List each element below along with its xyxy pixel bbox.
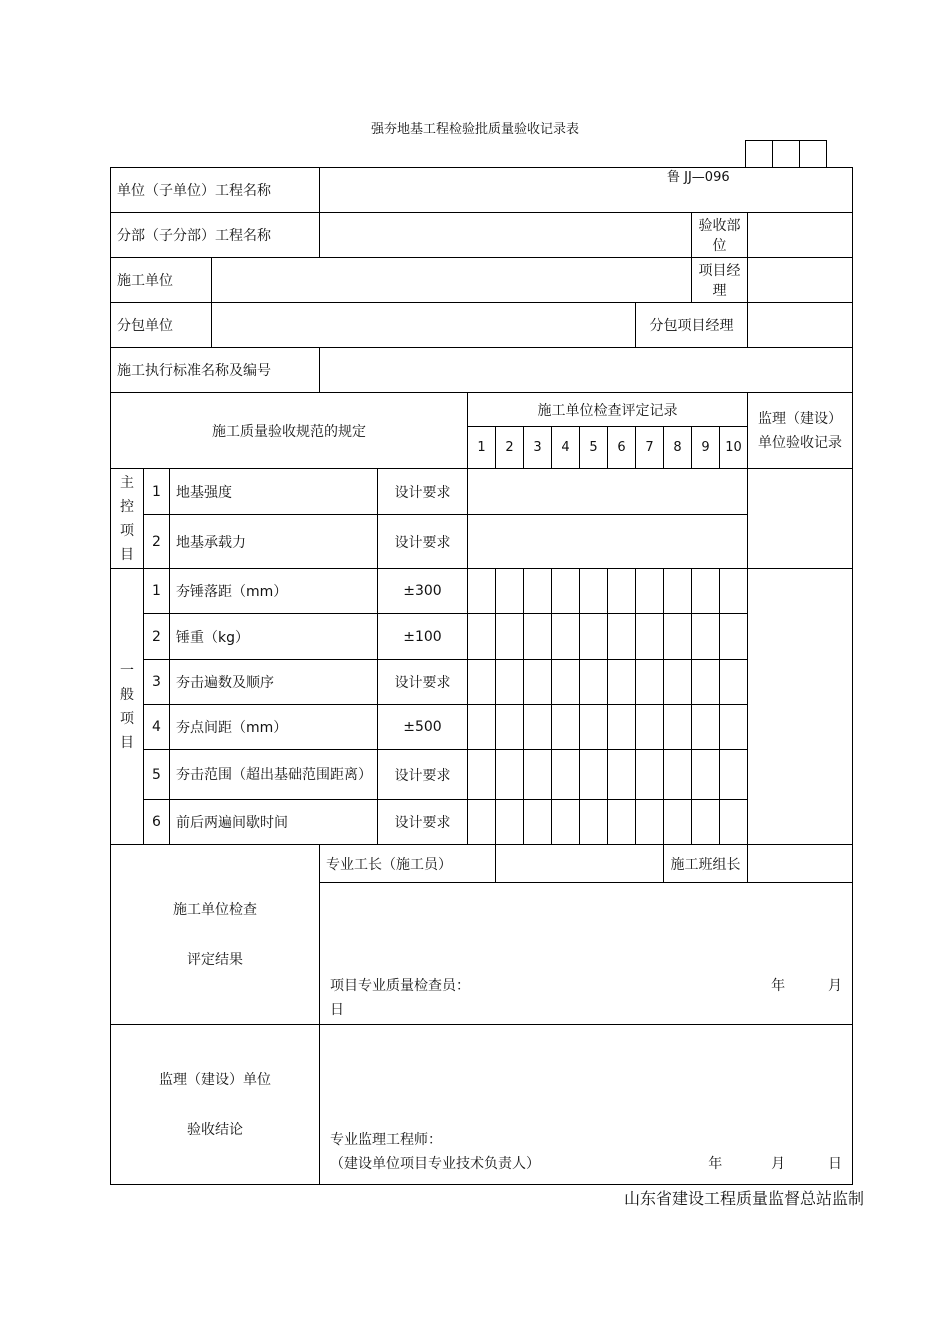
day-label: 日	[330, 1002, 344, 1018]
check-cell[interactable]	[468, 705, 496, 750]
check-cell[interactable]	[636, 569, 664, 614]
check-number-8: 8	[664, 427, 692, 469]
general-item-requirement: 设计要求	[378, 750, 468, 800]
check-cell[interactable]	[552, 569, 580, 614]
check-cell[interactable]	[608, 750, 636, 800]
check-cell[interactable]	[720, 569, 748, 614]
month-label: 月	[771, 1156, 786, 1172]
check-cell[interactable]	[580, 614, 608, 660]
project-name-label: 单位（子单位）工程名称	[111, 168, 320, 213]
check-cell[interactable]	[524, 569, 552, 614]
check-cell[interactable]	[720, 660, 748, 705]
spec-header: 施工质量验收规范的规定	[111, 393, 468, 469]
code-box-1[interactable]	[745, 140, 773, 168]
supervisor-conclusion-field[interactable]	[320, 1025, 853, 1185]
general-item-row	[111, 614, 853, 660]
team-leader-label: 施工班组长	[664, 845, 748, 883]
foreman-label: 专业工长（施工员）	[320, 845, 496, 883]
main-item-no: 2	[144, 515, 170, 569]
general-item-no: 6	[144, 800, 170, 845]
check-number-1: 1	[468, 427, 496, 469]
supervisor-conclusion-label-line1: 监理（建设）单位	[159, 1071, 271, 1088]
check-cell[interactable]	[720, 705, 748, 750]
general-item-requirement: ±100	[378, 614, 468, 660]
supervisor-conclusion-label-line2: 验收结论	[187, 1121, 243, 1138]
check-cell[interactable]	[608, 705, 636, 750]
general-item-row	[111, 800, 853, 845]
general-item-name: 前后两遍间歇时间	[170, 800, 378, 845]
sub-manager-field[interactable]	[748, 303, 853, 348]
check-cell[interactable]	[496, 750, 524, 800]
general-item-name: 锤重（kg）	[170, 614, 378, 660]
check-cell[interactable]	[552, 660, 580, 705]
check-cell[interactable]	[552, 614, 580, 660]
check-number-7: 7	[636, 427, 664, 469]
general-item-row	[111, 660, 853, 705]
check-cell[interactable]	[496, 800, 524, 845]
contractor-result-label-line2: 评定结果	[187, 951, 243, 968]
contractor-label: 施工单位	[111, 258, 212, 303]
check-cell[interactable]	[580, 660, 608, 705]
check-cell[interactable]	[636, 660, 664, 705]
main-item-record[interactable]	[468, 515, 748, 569]
check-cell[interactable]	[664, 750, 692, 800]
check-cell[interactable]	[496, 660, 524, 705]
check-cell[interactable]	[608, 569, 636, 614]
check-cell[interactable]	[692, 750, 720, 800]
check-cell[interactable]	[608, 800, 636, 845]
general-item-row	[111, 705, 853, 750]
main-item-row	[111, 469, 853, 515]
check-cell[interactable]	[608, 614, 636, 660]
check-cell[interactable]	[496, 614, 524, 660]
code-box-3[interactable]	[799, 140, 827, 168]
sub-project-field[interactable]	[320, 213, 692, 258]
check-cell[interactable]	[552, 750, 580, 800]
check-cell[interactable]	[636, 705, 664, 750]
subcontractor-label: 分包单位	[111, 303, 212, 348]
general-item-no: 3	[144, 660, 170, 705]
general-item-requirement: 设计要求	[378, 800, 468, 845]
general-items-group-label	[111, 569, 144, 845]
form-title: 强夯地基工程检验批质量验收记录表	[370, 122, 579, 137]
sub-project-label: 分部（子分部）工程名称	[111, 213, 320, 258]
check-cell[interactable]	[524, 614, 552, 660]
check-number-2: 2	[496, 427, 524, 469]
check-number-9: 9	[692, 427, 720, 469]
main-item-requirement: 设计要求	[378, 469, 468, 515]
check-cell[interactable]	[664, 705, 692, 750]
check-cell[interactable]	[468, 660, 496, 705]
supervisor-record-header: 监理（建设）单位验收记录	[748, 393, 853, 469]
main-item-no: 1	[144, 469, 170, 515]
check-cell[interactable]	[664, 614, 692, 660]
check-cell[interactable]	[580, 705, 608, 750]
main-item-row	[111, 515, 853, 569]
foreman-field[interactable]	[496, 845, 664, 883]
contractor-result-label	[111, 845, 320, 1025]
check-cell[interactable]	[524, 750, 552, 800]
check-cell[interactable]	[468, 614, 496, 660]
check-number-5: 5	[580, 427, 608, 469]
standard-label: 施工执行标准名称及编号	[111, 348, 320, 393]
main-items-group-text: 主控项目	[120, 474, 134, 563]
check-cell[interactable]	[636, 614, 664, 660]
check-number-3: 3	[524, 427, 552, 469]
general-item-requirement: ±300	[378, 569, 468, 614]
form-code: 鲁 JJ—096	[667, 170, 730, 185]
check-number-4: 4	[552, 427, 580, 469]
contractor-field[interactable]	[212, 258, 692, 303]
general-item-name: 夯锤落距（mm）	[170, 569, 378, 614]
team-leader-field[interactable]	[748, 845, 853, 883]
check-cell[interactable]	[692, 660, 720, 705]
check-cell[interactable]	[580, 569, 608, 614]
general-item-no: 1	[144, 569, 170, 614]
inspection-form-table	[110, 167, 853, 1185]
main-items-group-label	[111, 469, 144, 569]
standard-field[interactable]	[320, 348, 853, 393]
acceptance-part-field[interactable]	[748, 213, 853, 258]
year-label: 年	[708, 1156, 723, 1172]
main-item-name: 地基承载力	[170, 515, 378, 569]
code-box-2[interactable]	[772, 140, 800, 168]
contractor-check-header: 施工单位检查评定记录	[468, 393, 748, 427]
check-cell[interactable]	[720, 614, 748, 660]
inspector-label: 项目专业质量检查员：	[330, 978, 470, 994]
contractor-result-label-line1: 施工单位检查	[173, 901, 257, 918]
check-cell[interactable]	[468, 750, 496, 800]
check-cell[interactable]	[524, 660, 552, 705]
check-cell[interactable]	[524, 705, 552, 750]
check-cell[interactable]	[580, 750, 608, 800]
contractor-result-field[interactable]	[320, 883, 853, 1025]
general-item-no: 2	[144, 614, 170, 660]
general-item-name: 夯点间距（mm）	[170, 705, 378, 750]
check-cell[interactable]	[496, 569, 524, 614]
general-item-requirement: 设计要求	[378, 660, 468, 705]
main-items-supervisor-record[interactable]	[748, 469, 853, 569]
project-name-field[interactable]	[320, 168, 853, 213]
supervisor-conclusion-label	[111, 1025, 320, 1185]
project-manager-label: 项目经理	[692, 258, 748, 303]
check-cell[interactable]	[608, 660, 636, 705]
main-item-record[interactable]	[468, 469, 748, 515]
check-cell[interactable]	[720, 800, 748, 845]
general-item-row	[111, 750, 853, 800]
day-label: 日	[828, 1156, 842, 1172]
check-number-10: 10	[720, 427, 748, 469]
check-cell[interactable]	[468, 800, 496, 845]
check-cell[interactable]	[692, 569, 720, 614]
engineer-label: 专业监理工程师：	[330, 1132, 442, 1148]
project-manager-field[interactable]	[748, 258, 853, 303]
check-cell[interactable]	[692, 800, 720, 845]
subcontractor-field[interactable]	[212, 303, 636, 348]
check-cell[interactable]	[496, 705, 524, 750]
tech-lead-label: （建设单位项目专业技术负责人）	[330, 1156, 540, 1172]
check-cell[interactable]	[636, 800, 664, 845]
general-item-no: 5	[144, 750, 170, 800]
main-item-requirement: 设计要求	[378, 515, 468, 569]
check-cell[interactable]	[468, 569, 496, 614]
check-cell[interactable]	[664, 800, 692, 845]
check-cell[interactable]	[664, 660, 692, 705]
general-items-group-text: 一般项目	[120, 662, 134, 751]
general-item-requirement: ±500	[378, 705, 468, 750]
check-cell[interactable]	[552, 705, 580, 750]
check-cell[interactable]	[552, 800, 580, 845]
check-cell[interactable]	[580, 800, 608, 845]
main-item-name: 地基强度	[170, 469, 378, 515]
acceptance-part-label: 验收部位	[692, 213, 748, 258]
general-item-name: 夯击范围（超出基础范围距离）	[170, 750, 378, 800]
sub-manager-label: 分包项目经理	[636, 303, 748, 348]
general-item-row	[111, 569, 853, 614]
code-boxes	[746, 140, 827, 168]
check-cell[interactable]	[720, 750, 748, 800]
check-number-6: 6	[608, 427, 636, 469]
general-item-name: 夯击遍数及顺序	[170, 660, 378, 705]
check-cell[interactable]	[636, 750, 664, 800]
general-items-supervisor-record[interactable]	[748, 569, 853, 845]
check-cell[interactable]	[524, 800, 552, 845]
footer-issuer: 山东省建设工程质量监督总站监制	[623, 1189, 864, 1208]
check-cell[interactable]	[692, 705, 720, 750]
year-label: 年	[771, 978, 786, 994]
check-cell[interactable]	[692, 614, 720, 660]
month-label: 月	[828, 978, 842, 994]
general-item-no: 4	[144, 705, 170, 750]
check-cell[interactable]	[664, 569, 692, 614]
